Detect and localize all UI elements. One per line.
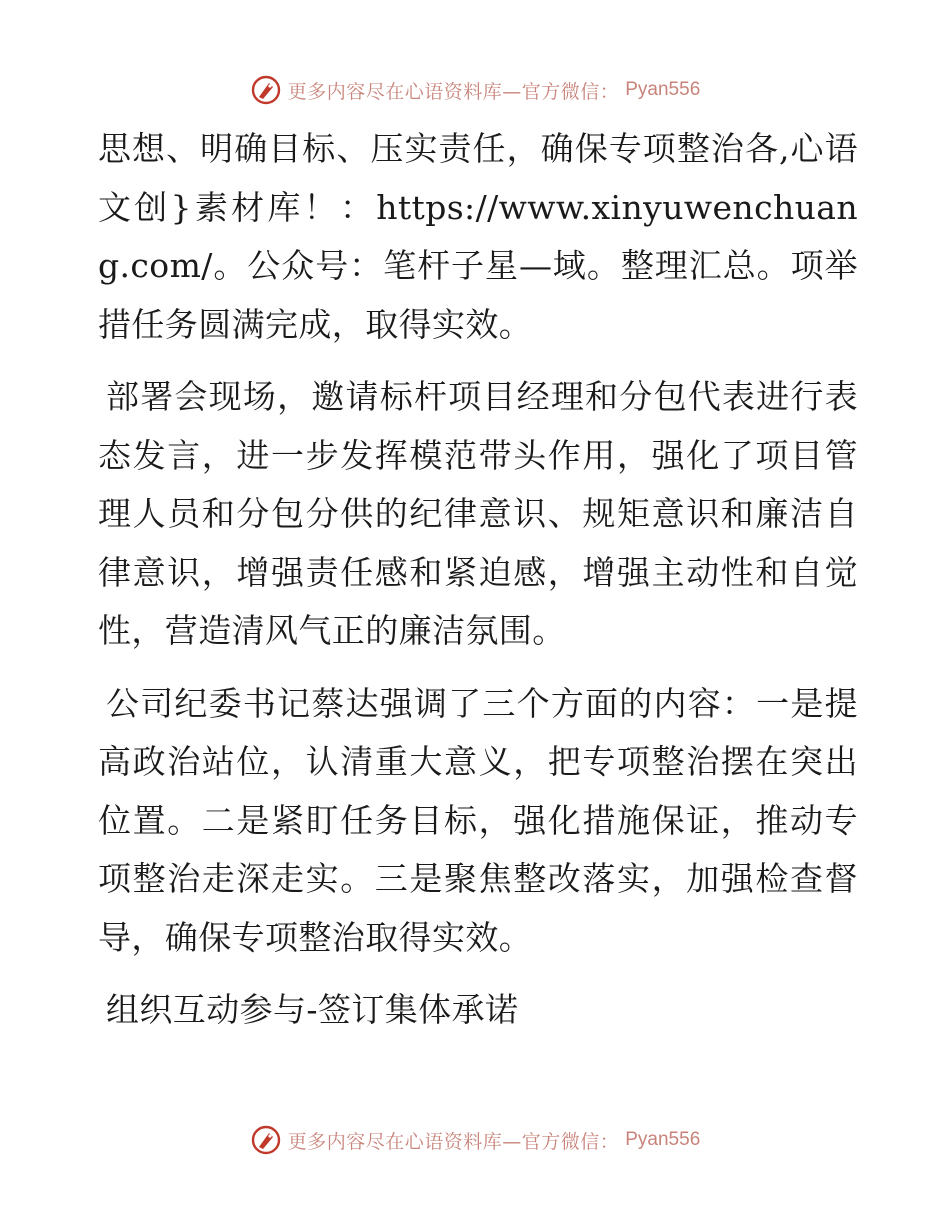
footer-watermark [0,1120,950,1160]
pen-nib-circle-icon [250,74,282,106]
watermark-text: 更多内容尽在心语资料库—官方微信： [287,1130,620,1153]
watermark-text: 更多内容尽在心语资料库—官方微信： [287,80,620,103]
paragraph: 部署会现场，邀请标杆项目经理和分包代表进行表态发言，进一步发挥模范带头作用，强化了项目管理人员和分包分供的纪律意识、规矩意识和廉洁自律意识，增强责任感和紧迫感，增强主动性和自觉性，营造清风气正的廉洁氛围。 [98,377,858,650]
watermark-contact: Pyan556 [625,79,701,100]
paragraph: 组织互动参与-签订集体承诺 [106,990,519,1029]
paragraph: 公司纪委书记蔡达强调了三个方面的内容：一是提高政治站位，认清重大意义，把专项整治摆在突出位置。二是紧盯任务目标，强化措施保证，推动专项整治走深走实。三是聚焦整改落实，加强检查督导，确保专项整治取得实效。 [98,683,858,957]
pen-nib-circle-icon [250,1124,282,1156]
paragraph: 思想、明确目标、压实责任，确保专项整治各,心语文创}素材库！：https://www.xinyuwenchuang.com/。公众号：笔杆子星—域。整理汇总。项举措任务圆满完成，取得实效。 [98,129,858,344]
document-body [98,120,858,1040]
watermark-contact: Pyan556 [625,1129,701,1150]
header-watermark [0,70,950,110]
